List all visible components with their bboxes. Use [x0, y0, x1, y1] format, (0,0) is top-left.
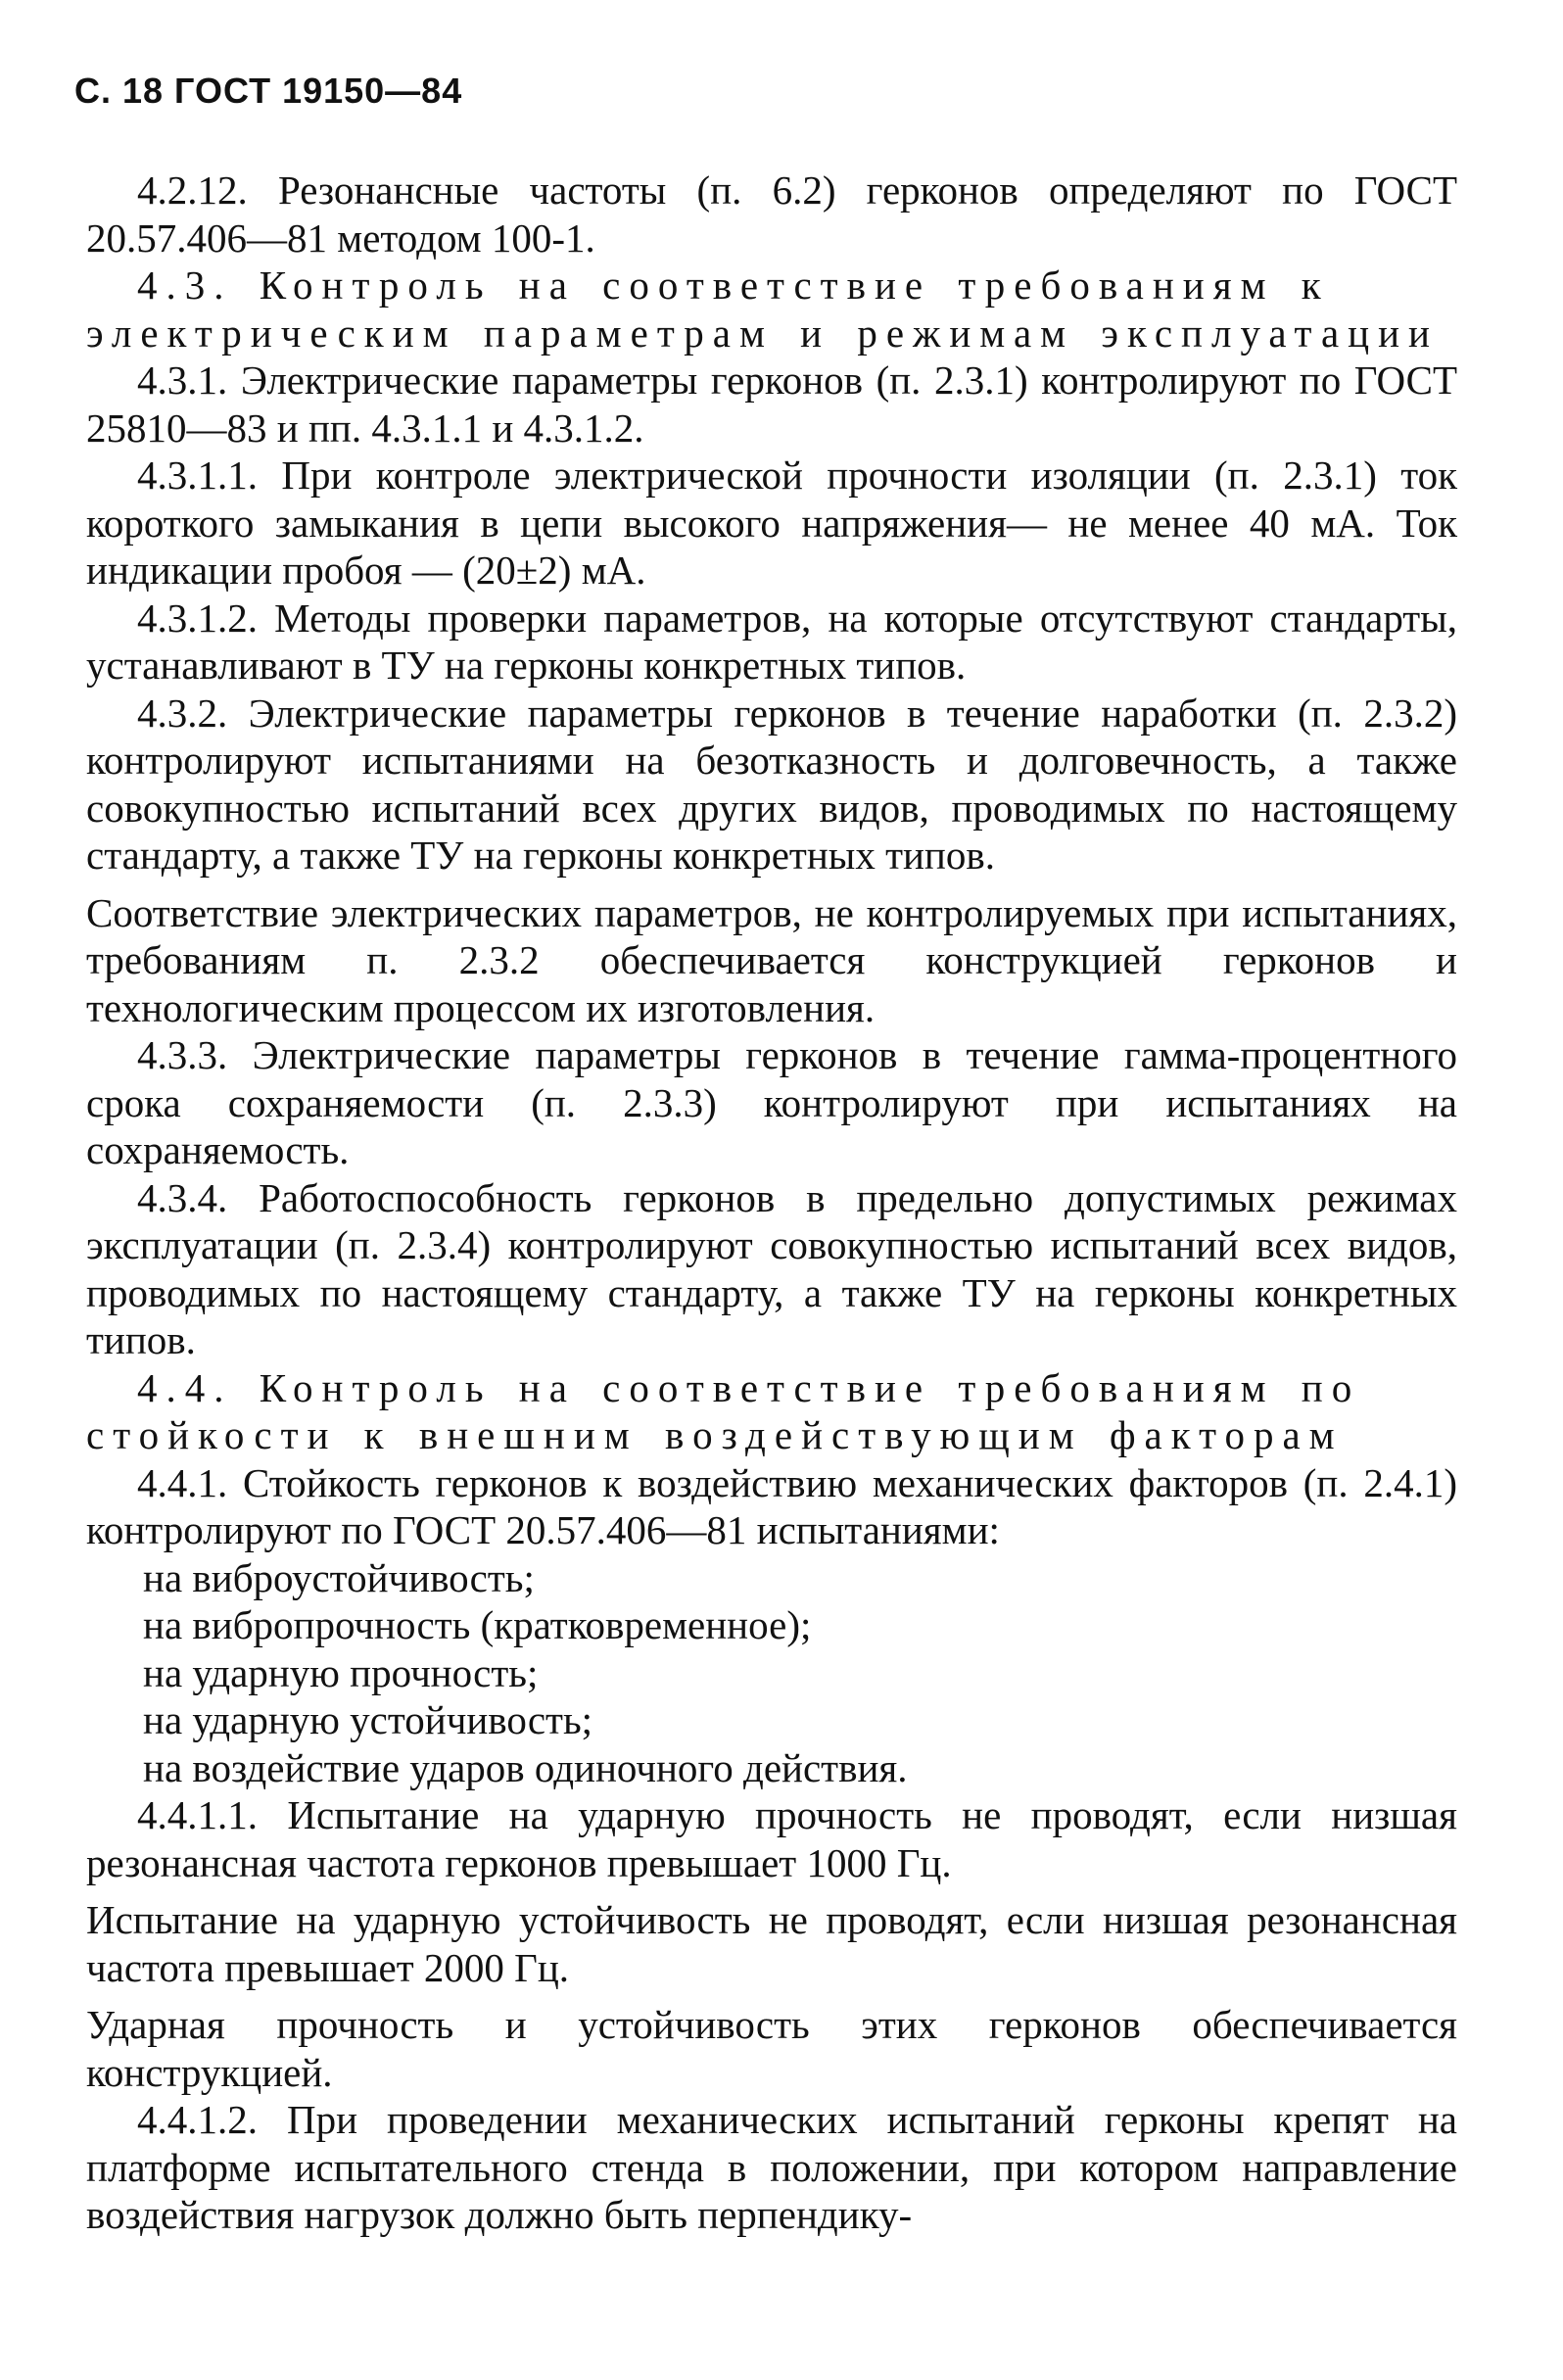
- paragraph-4-2-12: 4.2.12. Резонансные частоты (п. 6.2) герконов определяют по ГОСТ 20.57.406—81 методом 100-1.: [86, 167, 1457, 261]
- list-item: на воздействие ударов одиночного действия.: [143, 1744, 908, 1790]
- section-heading-4-3: 4.3. Контроль на соответствие требованиям к электрическим параметрам и режимам эксплуатации: [86, 262, 1439, 356]
- list-item: на виброустойчивость;: [143, 1554, 535, 1600]
- document-body: [86, 167, 1457, 2239]
- list-item: на ударную прочность;: [143, 1649, 539, 1695]
- list-item: на вибропрочность (кратковременное);: [143, 1602, 812, 1647]
- paragraph-4-3-1-2: 4.3.1.2. Методы проверки параметров, на которые отсутствуют стандарты, устанавливают в ТУ на герконы конкретных типов.: [86, 595, 1457, 688]
- paragraph-impact-stability: Испытание на ударную устойчивость не проводят, если низшая резонансная частота превышает 2000 Гц.: [86, 1897, 1457, 1990]
- paragraph-impact-strength: Ударная прочность и устойчивость этих герконов обеспечивается конструкцией.: [86, 2002, 1457, 2095]
- paragraph-4-3-1: 4.3.1. Электрические параметры герконов (п. 2.3.1) контролируют по ГОСТ 25810—83 и пп. 4.3.1.1 и 4.3.1.2.: [86, 357, 1457, 451]
- paragraph-4-3-2: 4.3.2. Электрические параметры герконов в течение наработки (п. 2.3.2) контролируют испытаниями на безотказность и долговечность, а также совокупностью испытаний всех других видов, проводимых по настоящему стандарту, а также ТУ на герконы конкретных типов.: [86, 690, 1457, 878]
- section-heading-4-4: 4.4. Контроль на соответствие требованиям по стойкости к внешним воздействующим факторам: [86, 1364, 1361, 1457]
- paragraph-4-3-4: 4.3.4. Работоспособность герконов в предельно допустимых режимах эксплуатации (п. 2.3.4) контролируют совокупностью испытаний всех видов, проводимых по настоящему стандарту, а также ТУ на герконы конкретных типов.: [86, 1174, 1457, 1362]
- paragraph-4-4-1-2: 4.4.1.2. При проведении механических испытаний герконы крепят на платформе испытательного стенда в положении, при котором направление воздействия нагрузок должно быть перпендику-: [86, 2097, 1457, 2237]
- list-item: на ударную устойчивость;: [143, 1697, 593, 1742]
- paragraph-4-3-3: 4.3.3. Электрические параметры герконов в течение гамма-процентного срока сохраняемости (п. 2.3.3) контролируют при испытаниях на сохраняемость.: [86, 1032, 1457, 1172]
- paragraph-4-3-1-1: 4.3.1.1. При контроле электрической прочности изоляции (п. 2.3.1) ток короткого замыкания в цепи высокого напряжения— не менее 40 мА. Ток индикации пробоя — (20±2) мА.: [86, 452, 1457, 593]
- page-header: С. 18 ГОСТ 19150—84: [74, 71, 463, 111]
- paragraph-correspondence: Соответствие электрических параметров, не контролируемых при испытаниях, требованиям п. 2.3.2 обеспечивается конструкцией герконов и технологическим процессом их изготовления.: [86, 889, 1457, 1030]
- paragraph-4-4-1-1: 4.4.1.1. Испытание на ударную прочность не проводят, если низшая резонансная частота герконов превышает 1000 Гц.: [86, 1792, 1457, 1885]
- paragraph-4-4-1: 4.4.1. Стойкость герконов к воздействию механических факторов (п. 2.4.1) контролируют по ГОСТ 20.57.406—81 испытаниями:: [86, 1459, 1457, 1552]
